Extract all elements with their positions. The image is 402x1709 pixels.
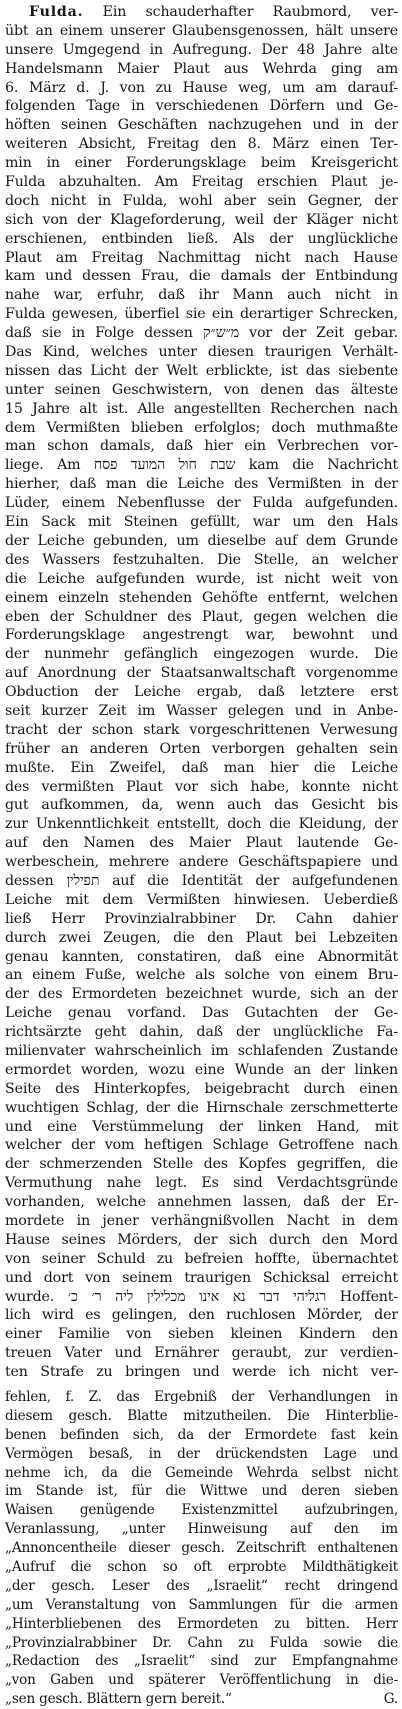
text-line: früher an anderen Orten verborgen gehalten sein: [5, 740, 398, 757]
text-line: und dort von seinem traurigen Schicksal erreicht: [5, 1269, 398, 1286]
text-line: und eine Verstümmelung der linken Hand, mit: [5, 1118, 398, 1135]
article-body-part2: [5, 1388, 398, 1709]
text-line: weiteren Absicht, Freitag den 8. März einen Ter-: [5, 136, 398, 153]
text-line: übt an einem unserer Glaubensgenossen, hält unsere: [5, 22, 398, 39]
text-line: welcher der vom heftigen Schlage Getroffene nach: [5, 1137, 398, 1154]
text-line: eben der Schuldner des Plaut, gegen welchen die: [5, 608, 398, 625]
text-line: nissen das Licht der Welt erblickte, ist das siebente: [5, 362, 398, 379]
text-line: der nunmehr gefänglich eingezogen wurde. Die: [5, 646, 398, 663]
text-line: 6. März d. J. von zu Hause weg, um am darauf-: [5, 79, 398, 96]
text-line: unter seinen Geschwistern, von denen das älteste: [5, 381, 398, 398]
line-text: Ein schauderhafter Raubmord, ver-: [102, 4, 398, 20]
text-line: Hause seines Mörders, der sich durch den Mord: [5, 1231, 398, 1248]
text-line: die Leiche aufgefunden wurde, ist nicht weit von: [5, 570, 398, 587]
text-line: werbeschein, mehrere andere Geschäftspapiere und: [5, 854, 398, 871]
text-line: vorhanden, welche annehmen lassen, daß der Er-: [5, 1194, 398, 1211]
text-line: Plaut am Freitag Nachmittag nicht nach Hause: [5, 249, 398, 266]
news-article: [5, 3, 398, 1709]
line-text: „sen gesch. Blättern gern bereit.“: [5, 1691, 232, 1708]
text-line: 15 Jahre alt ist. Alle angestellten Recherchen nach: [5, 400, 398, 417]
text-line: Fulda abzuhalten. Am Freitag erschien Plaut je-: [5, 174, 398, 191]
text-line: diesem gesch. Blatte mitzutheilen. Die Hinterblie-: [5, 1407, 398, 1424]
text-line: mordete in jener verhängnißvollen Nacht in dem: [5, 1213, 398, 1229]
text-line: im Stande ist, für die Wittwe und deren sieben: [5, 1483, 398, 1500]
text-line: Waisen genügende Existenzmittel aufzubringen,: [5, 1502, 398, 1519]
author-signature: G.: [383, 1691, 398, 1708]
text-line: „Aufruf die schon so oft erprobte Mildthätigkeit: [5, 1559, 398, 1576]
text-line: Leiche genau vorfand. Das Gutachten der Ge-: [5, 1005, 398, 1022]
text-line: wurde. רגליהי דבר נא אינו מכלילין ליה ר׳ כ׳ Hoffent-: [5, 1288, 398, 1305]
text-line: Lüder, einem Nebenflusse der Fulda aufgefunden.: [5, 495, 398, 512]
text-line: des Wassers festzuhalten. Die Stelle, an welcher: [5, 551, 398, 568]
text-line: einem einzeln stehenden Gehöfte entfernt, welchen: [5, 589, 398, 606]
text-line: ten Strafe zu bringen und werde ich nicht ver-: [5, 1364, 398, 1381]
text-line: „Redaction des „Israelit“ sind zur Empfangnahme: [5, 1653, 398, 1670]
text-line: fehlen, f. Z. das Ergebniß der Verhandlungen in: [5, 1389, 398, 1406]
article-body-part1: [5, 3, 398, 1382]
text-line: daß sie in Folge dessen מ״ש״ק vor der Zeit gebar.: [5, 325, 398, 342]
text-line: auf Anordnung der Staatsanwaltschaft vorgenomme: [5, 665, 398, 682]
text-line: „Provinzialrabbiner Dr. Cahn zu Fulda sowie die: [5, 1634, 398, 1651]
text-line: ermordet worden, wozu eine Wunde an der linken: [5, 1061, 398, 1078]
text-line: an einem Fuße, welche als solche von einem Bru-: [5, 967, 398, 984]
text-line: doch nicht in Fulda, wohl aber sein Gegner, der: [5, 192, 398, 209]
text-line: lich wird es gelingen, den ruchlosen Mörder, der: [5, 1307, 398, 1324]
text-line: wuchtigen Schlag, der die Hirnschale zerschmetterte: [5, 1099, 398, 1116]
text-line: Das Kind, welches unter diesen traurigen Verhält-: [5, 344, 398, 361]
text-line: „Annoncentheile dieser gesch. Zeitschrift enthaltenen: [5, 1540, 398, 1557]
text-line: nahe war, erfuhr, daß ihr Mann auch nicht in: [5, 287, 398, 304]
text-line: unsere Umgegend in Aufregung. Der 48 Jahre alte: [5, 41, 398, 58]
text-line: sich von der Klageforderung, weil der Kläger nicht: [5, 211, 398, 228]
text-line: richtsärzte geht dahin, daß der unglückliche Fa-: [5, 1024, 398, 1041]
text-line: Vermuthung nahe legt. Es sind Verdachtsgründe: [5, 1175, 398, 1192]
text-line: dem Vermißten blieben erfolglos; doch muthmaßte: [5, 419, 398, 436]
text-line: zur Unkenntlichkeit entstellt, doch die Kleidung, der: [5, 816, 398, 833]
text-line: Fulda gewesen, überfiel sie ein derartiger Schrecken,: [5, 306, 398, 323]
text-line: mußte. Ein Zweifel, daß man hier die Leiche: [5, 759, 398, 776]
text-line: man schon damals, daß hier ein Verbrechen vor-: [5, 438, 398, 455]
text-line: [5, 1690, 398, 1709]
text-line: Vermögen besaß, in der drückendsten Lage und: [5, 1445, 398, 1462]
text-line: genau kannten, constatiren, daß eine Abnormität: [5, 948, 398, 965]
text-line: „um Veranstaltung von Sammlungen für die armen: [5, 1596, 398, 1613]
text-line: erschienen, entbinden ließ. Als der unglückliche: [5, 230, 398, 247]
text-line: min in einer Forderungsklage beim Kreisgericht: [5, 155, 398, 172]
text-line: benen befinden sich, da der Ermordete fast kein: [5, 1426, 398, 1443]
text-line: durch zwei Zeugen, die den Plaut bei Lebzeiten: [5, 929, 398, 946]
text-line: seit kurzer Zeit im Wasser gelegen und in Anbe-: [5, 702, 398, 719]
text-line: dessen תפילין auf die Identität der aufgefundenen: [5, 872, 398, 889]
text-line: kam und dessen Frau, die damals der Entbindung: [5, 268, 398, 285]
text-line: der Leiche gebunden, um dieselbe auf dem Grunde: [5, 532, 398, 549]
text-line: nehme ich, da die Gemeinde Wehrda selbst nicht: [5, 1464, 398, 1481]
text-line: „der gesch. Leser des „Israelit“ recht dringend: [5, 1577, 398, 1594]
text-line: „Hinterbliebenen des Ermordeten zu bitten. Herr: [5, 1615, 398, 1632]
article-heading: Fulda.: [29, 4, 84, 20]
text-line: Forderungsklage angestrengt war, bewohnt und: [5, 627, 398, 644]
text-line: des vermißten Plaut vor sich habe, konnte nicht: [5, 778, 398, 795]
text-line: hierher, daß man die Leiche des Vermißten in der: [5, 476, 398, 493]
text-line: „von Gaben und späterer Veröffentlichung in die-: [5, 1672, 398, 1689]
text-line: folgenden Tage in verschiedenen Dörfern und Ge-: [5, 98, 398, 115]
text-line: gut aufkommen, da, wenn auch das Gesicht bis: [5, 797, 398, 814]
text-line: ließ Herr Provinzialrabbiner Dr. Cahn dahier: [5, 910, 398, 927]
text-line: Obduction der Leiche ergab, daß letztere erst: [5, 684, 398, 701]
text-line: höften seinen Geschäften nachzugehen und in der: [5, 117, 398, 134]
text-line: Leiche mit dem Vermißten hinwiesen. Ueberdieß: [5, 891, 398, 908]
text-line: der des Ermordeten bezeichnet wurde, sich an der: [5, 986, 398, 1003]
text-line: auf den Namen des Maier Plaut lautende Ge-: [5, 835, 398, 852]
text-line: von seiner Schuld zu befreien hoffte, übernachtet: [5, 1250, 398, 1267]
text-line: der schmerzenden Stelle des Kopfes gegriffen, die: [5, 1156, 398, 1173]
text-line: treuen Vater und Ernährer geraubt, zur verdien-: [5, 1345, 398, 1362]
text-line: Seite des Hinterkopfes, beigebracht durch einen: [5, 1080, 398, 1097]
text-line: Ein Sack mit Steinen gefüllt, war um den Hals: [5, 514, 398, 531]
text-line: Handelsmann Maier Plaut aus Wehrda ging am: [5, 60, 398, 77]
text-line: liege. Am שבת חול המועד פסח kam die Nachricht: [5, 457, 398, 474]
text-line: [5, 3, 398, 22]
text-line: Veranlassung, „unter Hinweisung auf den im: [5, 1521, 398, 1538]
text-line: tracht der schon stark vorgeschrittenen Verwesung: [5, 721, 398, 738]
text-line: einer Familie von sieben kleinen Kindern den: [5, 1326, 398, 1343]
text-line: milienvater wahrscheinlich im schlafenden Zustande: [5, 1042, 398, 1059]
